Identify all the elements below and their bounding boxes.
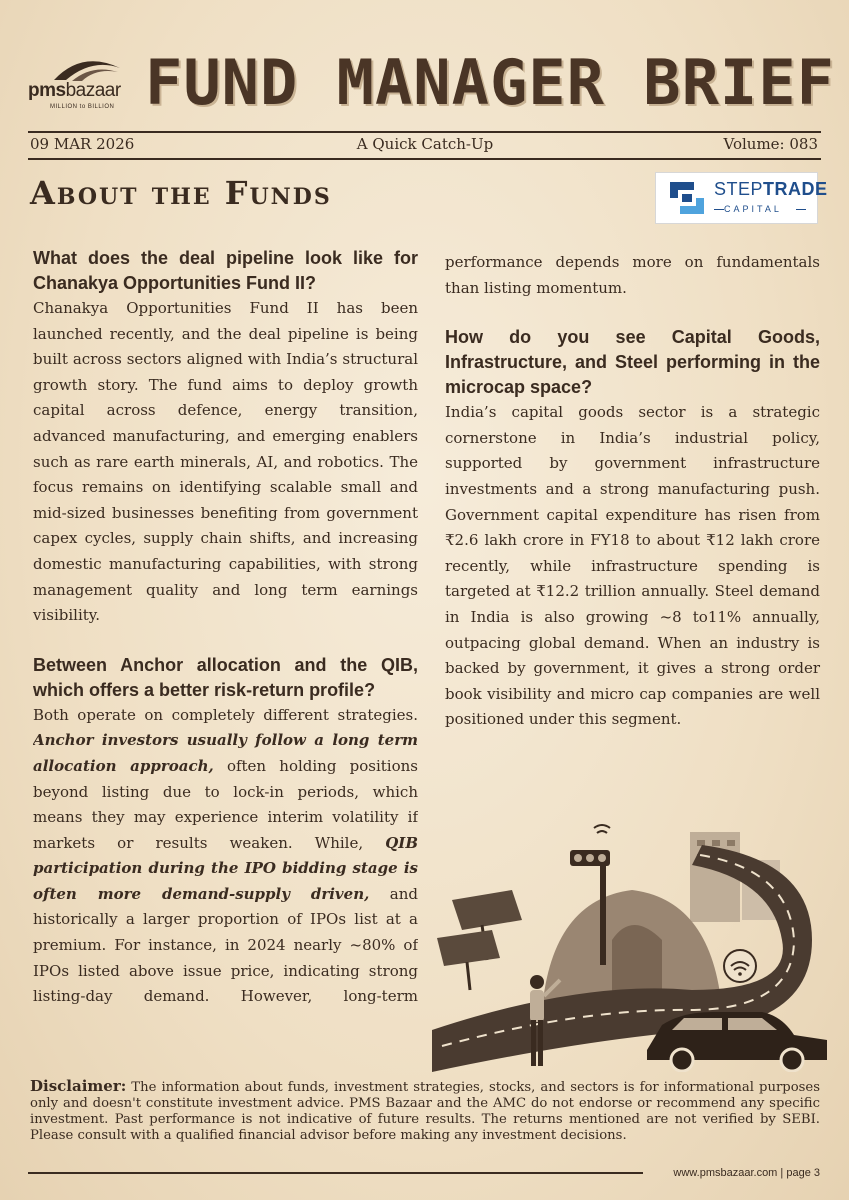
answer-2-part-1: Both operate on completely different strategies. [33,705,418,724]
partner-line-right [796,209,806,210]
infrastructure-illustration [432,820,832,1072]
answer-2-emphasis-1: Anchor investors usually follow a long term allocation approach, [33,731,418,775]
issue-subtitle: A Quick Catch-Up [356,135,494,153]
section-title: About the Funds [30,174,332,212]
question-1: What does the deal pipeline look like for Chanakya Opportunities Fund II? [33,248,418,293]
right-column [445,250,820,733]
left-column [33,246,418,1061]
masthead-rule-top [28,131,821,133]
car-icon [647,1012,827,1071]
answer-2-part-3: and historically a larger proportion of IPOs list at a premium. For instance, in 2024 nearly ~80% of IPOs listed above issue price, indicating strong listing-day demand. However, long-term [33,884,418,1006]
disclaimer-text: The information about funds, investment strategies, stocks, and sectors is for informational purposes only and doesn't constitute investment advice. PMS Bazaar and the AMC do not endorse or recommend any specific investment. Past performance is not indicative of future results. The returns mentioned are not verified by SEBI. Please consult with a qualified financial advisor before making any investment decisions. [30,1080,820,1143]
partner-sub: CAPITAL [724,204,782,214]
logo-brand-light: bazaar [65,80,121,101]
footer-separator: | [777,1167,787,1179]
footer-page-number: page 3 [786,1167,820,1179]
partner-name-regular: STEP [714,179,764,199]
question-3: How do you see Capital Goods, Infrastructure, and Steel performing in the microcap space? [445,327,820,398]
issue-date: 09 MAR 2026 [30,135,135,153]
partner-line-left [714,209,724,210]
wifi-icon [724,950,756,982]
footer-rule [28,1172,643,1174]
footer [650,1167,820,1179]
masthead-rule-bottom [28,158,821,160]
disclaimer [30,1078,820,1144]
disclaimer-label: Disclaimer: [30,1077,127,1095]
solar-panel-icon [437,890,522,990]
partner-name-bold: TRADE [763,179,828,199]
logo-tagline: MILLION to BILLION [50,104,115,110]
answer-3: India’s capital goods sector is a strategic cornerstone in India’s industrial policy, supported by government infrastructure investments and a strong manufacturing push. Government capital expenditure has risen from ₹2.6 lakh crore in FY18 to about ₹12 lakh crore recently, while infrastructure spending is targeted at ₹12.2 trillion annually. Steel demand in India is also growing ~8 to11% annually, outpacing global demand. When an industry is backed by government, it gives a strong order book visibility and micro cap companies are well positioned under this segment. [445,403,820,729]
answer-2-continued: performance depends more on fundamentals than listing momentum. [445,253,820,297]
answer-2-part-2: often holding positions beyond listing due to lock-in periods, which means they may experience interim volatility if markets or results weaken. While, [33,756,418,852]
issue-volume: Volume: 083 [723,135,818,153]
steptrade-capital-logo [655,172,828,224]
question-2: Between Anchor allocation and the QIB, which offers a better risk-return profile? [33,654,418,700]
answer-2 [33,703,418,1061]
traffic-light-icon [600,865,606,965]
logo-brand-bold: pms [28,80,66,101]
answer-1: Chanakya Opportunities Fund II has been launched recently, and the deal pipeline is being built across sectors aligned with India’s structural growth story. The fund aims to deploy growth capital across defence, energy transition, advanced manufacturing, and emerging enablers such as rare earth minerals, AI, and robotics. The focus remains on identifying scalable small and mid-sized businesses benefiting from government capex cycles, supply chain shifts, and increasing domestic manufacturing capabilities, with strong management quality and long term earnings visibility. [33,299,418,625]
footer-site-link[interactable]: www.pmsbazaar.com [673,1167,778,1179]
answer-2-emphasis-2: QIB participation during the IPO bidding stage is often more demand-supply driven, [33,833,418,903]
masthead-title: FUND MANAGER BRIEF [145,46,835,119]
pmsbazaar-logo [28,50,128,115]
steptrade-mark-icon [668,180,706,216]
